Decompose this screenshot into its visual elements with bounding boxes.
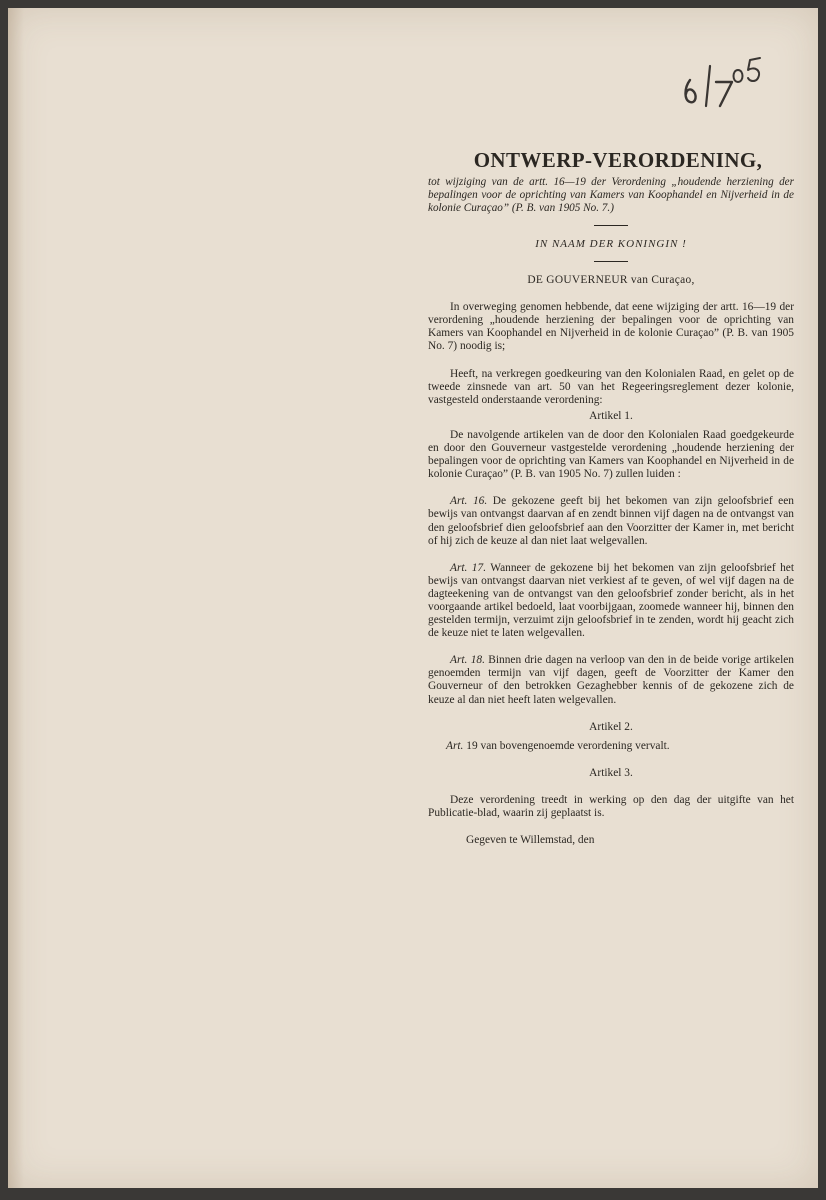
preamble-paragraph: Heeft, na verkregen goedkeuring van den Kolonialen Raad, en gelet op de tweede zinsnede van art. 50 van het Regeeringsreglement dezer kolonie, vastgesteld onderstaande verordening:: [428, 367, 794, 406]
divider: [594, 225, 628, 226]
art-19-paragraph: [428, 740, 794, 753]
art-17-text: Wanneer de gekozene bij het bekomen van zijn geloofsbrief het bewijs van ontvangst daarvan niet verkiest af te geven, of wel vijf dagen na de dagteekening van de ontvangst van den geloofsbrief zonder bericht, als in het voorgaande artikel bedoeld, laat voorbijgaan, zoomede wanneer hij, binnen den gestelden termijn, verzuimt zijn geloofsbrief in te zenden, wordt hij geacht zich de keuze niet te laten welgevallen.: [428, 561, 794, 640]
invocation: IN NAAM DER KONINGIN !: [535, 238, 687, 250]
artikel-1-heading: Artikel 1.: [589, 409, 633, 422]
art-16-paragraph: [428, 495, 794, 547]
closing-line: Gegeven te Willemstad, den: [466, 834, 595, 847]
art-18-paragraph: [428, 654, 794, 706]
preamble-paragraph: In overweging genomen hebbende, dat eene wijziging der artt. 16—19 der verordening „houdende herziening der bepalingen voor de oprichting van Kamers van Koophandel en Nijverheid in de kolonie Curaçao” (P. B. van 1905 No. 7) noodig is;: [428, 301, 794, 353]
artikel-1-text: De navolgende artikelen van de door den Kolonialen Raad goedgekeurde en door den Gouverneur vastgestelde verordening „houdende herziening der bepalingen voor de oprichting van Kamers van Koophandel en Nijverheid in de kolonie Curaçao” (P. B. van 1905 No. 7) zullen luiden :: [428, 428, 794, 481]
artikel-3-text: Deze verordening treedt in werking op den dag der uitgifte van het Publicatie-blad, waarin zij geplaatst is.: [428, 793, 794, 819]
artikel-2-heading: Artikel 2.: [589, 720, 633, 733]
art-19-text: 19 van bovengenoemde verordening vervalt.: [466, 739, 670, 752]
artikel-3-heading: Artikel 3.: [589, 766, 633, 779]
art-17-ref: Art. 17.: [450, 561, 487, 574]
art-17-paragraph: [428, 562, 794, 641]
document-title: ONTWERP-VERORDENING,: [473, 148, 763, 172]
ordinance-column: [428, 148, 794, 847]
art-16-ref: Art. 16.: [450, 495, 488, 508]
art-19-ref: Art.: [446, 739, 464, 752]
handwritten-date-note: [676, 48, 766, 108]
document-page: [8, 8, 818, 1188]
art-18-ref: Art. 18.: [450, 654, 485, 667]
divider: [594, 261, 628, 262]
governor-heading: DE GOUVERNEUR van Curaçao,: [527, 274, 695, 287]
art-18-text: Binnen drie dagen na verloop van den in de beide vorige artikelen genoemden termijn van vijf dagen, geeft de Voorzitter der Kamer den Gouverneur of den betrokken Gezaghebber kennis of de gekozene zich de keuze al dan niet heeft laten welgevallen.: [428, 654, 795, 706]
art-16-text: De gekozene geeft bij het bekomen van zijn geloofsbrief een bewijs van ontvangst daarvan af en zendt binnen vijf dagen na de ontvangst van den geloofsbrief dien geloofsbrief aan den Voorzitter der Kamer in, met bericht of hij zich de keuze al dan niet laat welgevallen.: [428, 495, 794, 547]
document-subtitle: tot wijziging van de artt. 16—19 der Verordening „houdende herziening der bepalingen voor de oprichting van Kamers van Koophandel en Nijverheid in de kolonie Curaçao” (P. B. van 1905 No. 7.): [428, 176, 794, 214]
